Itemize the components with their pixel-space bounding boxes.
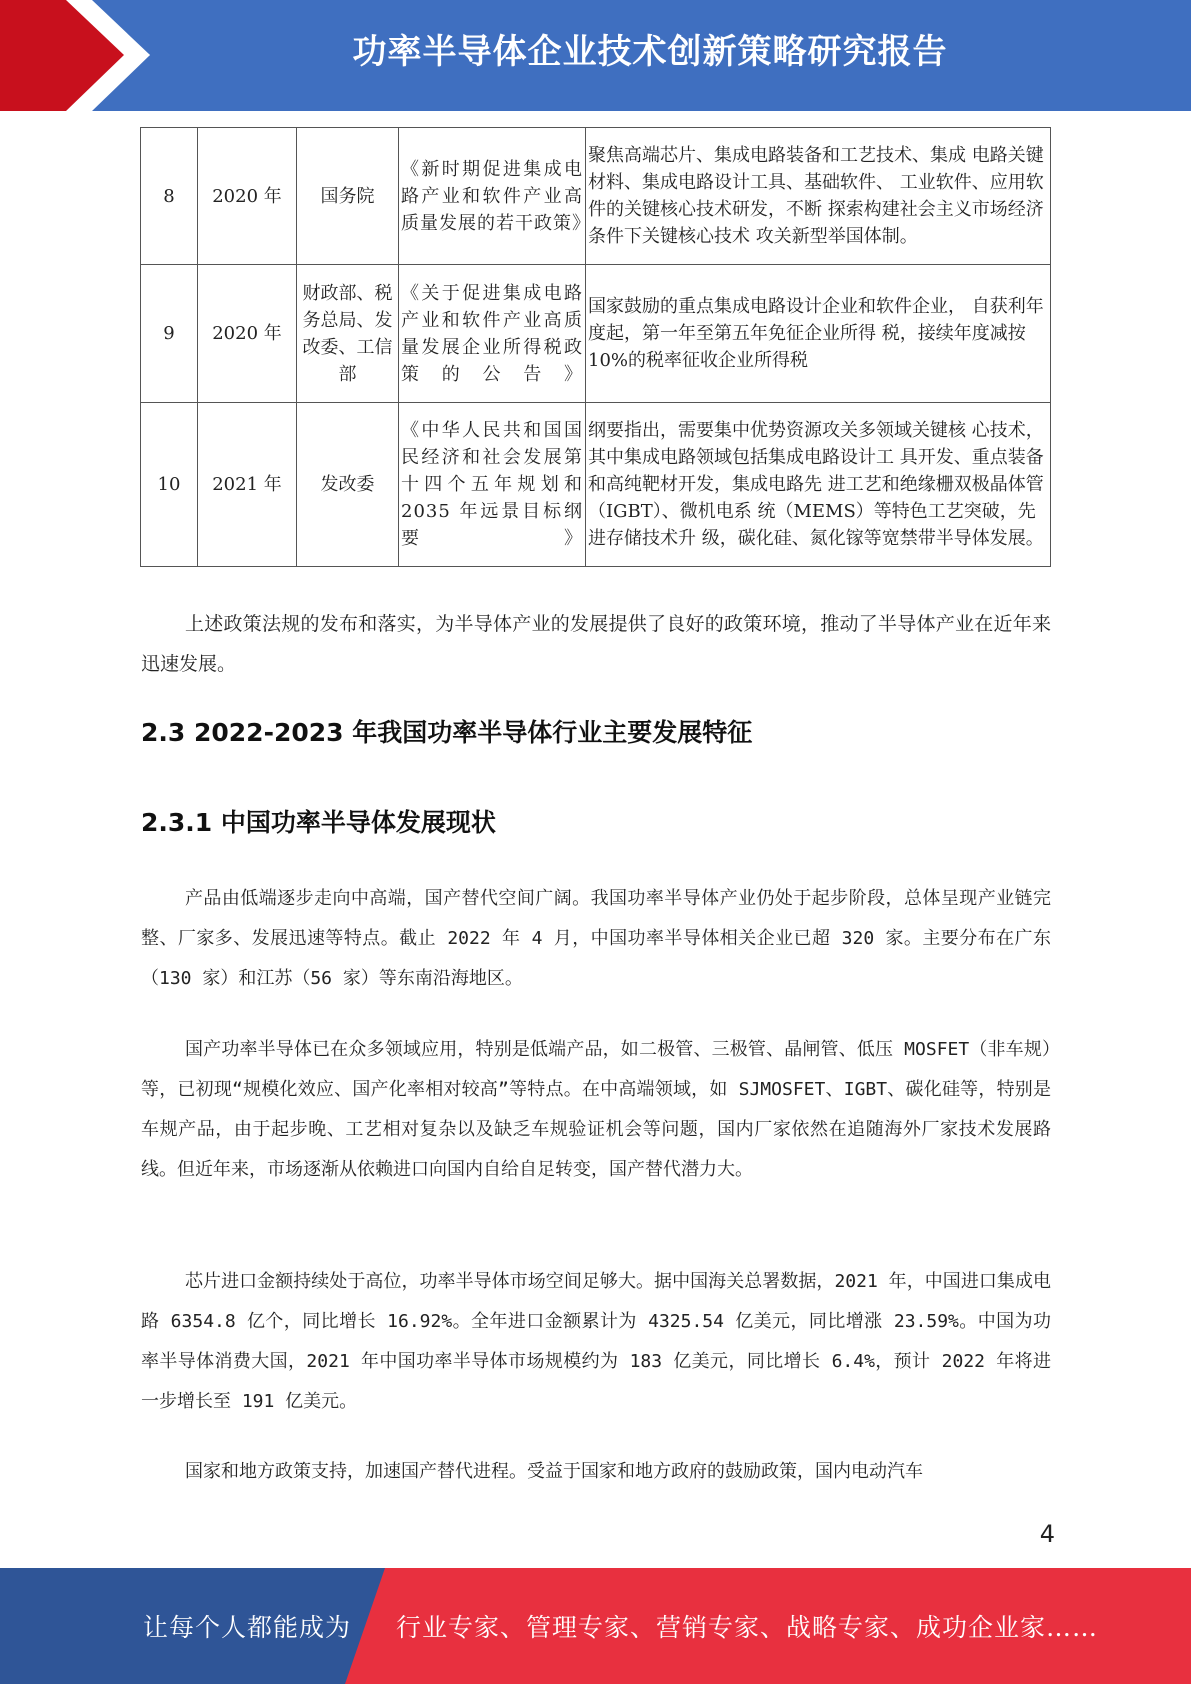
row-number: 10 <box>141 403 198 567</box>
row-policy-name: 《新时期促进集成电路产业和软件产业高质量发展的若干政策》 <box>399 128 586 265</box>
row-department: 发改委 <box>297 403 399 567</box>
section-heading-2-3: 2.3 2022-2023 年我国功率半导体行业主要发展特征 <box>141 718 753 747</box>
footer-slogan-left: 让每个人都能成为 <box>143 1613 352 1642</box>
table-row <box>141 265 1051 403</box>
table-row <box>141 403 1051 567</box>
row-number: 9 <box>141 265 198 403</box>
paragraph: 产品由低端逐步走向中高端，国产替代空间广阔。我国功率半导体产业仍处于起步阶段，总体呈现产业链完整、厂家多、发展迅速等特点。截止 2022 年 4 月，中国功率半导体相关企业已超 320 家。主要分布在广东（130 家）和江苏（56 家）等东南沿海地区。 <box>141 888 1051 989</box>
row-policy-content: 纲要指出，需要集中优势资源攻关多领域关键核 心技术，其中集成电路领域包括集成电路设计工 具开发、重点装备和高纯靶材开发，集成电路先 进工艺和绝缘栅双极晶体管（IGBT）、微机电系 统（MEMS）等特色工艺突破，先进存储技术升 级，碳化硅、氮化镓等宽禁带半导体发展。 <box>586 403 1051 567</box>
row-department: 财政部、税务总局、发改委、工信部 <box>297 265 399 403</box>
paragraph: 国产功率半导体已在众多领域应用，特别是低端产品，如二极管、三极管、晶闸管、低压 MOSFET（非车规）等，已初现“规模化效应、国产化率相对较高”等特点。在中高端领域，如 SJMOSFET、IGBT、碳化硅等，特别是车规产品，由于起步晚、工艺相对复杂以及缺乏车规验证机会等问题，国内厂家依然在追随海外厂家技术发展路线。但近年来，市场逐渐从依赖进口向国内自给自足转变，国产替代潜力大。 <box>141 1039 1051 1180</box>
row-policy-content: 国家鼓励的重点集成电路设计企业和软件企业， 自获利年度起，第一年至第五年免征企业所得 税，接续年度减按 10%的税率征收企业所得税 <box>586 265 1051 403</box>
row-policy-name: 《中华人民共和国国民经济和社会发展第十四个五年规划和 2035 年远景目标纲要》 <box>399 403 586 567</box>
report-title: 功率半导体企业技术创新策略研究报告 <box>352 32 948 72</box>
page-header <box>0 0 1191 111</box>
row-year: 2020 年 <box>198 128 297 265</box>
row-department: 国务院 <box>297 128 399 265</box>
row-number: 8 <box>141 128 198 265</box>
row-year: 2020 年 <box>198 265 297 403</box>
paragraph: 国家和地方政策支持，加速国产替代进程。受益于国家和地方政府的鼓励政策，国内电动汽车 <box>185 1461 923 1482</box>
policy-table <box>140 127 1051 567</box>
page-footer <box>0 1568 1191 1684</box>
intro-paragraph: 上述政策法规的发布和落实，为半导体产业的发展提供了良好的政策环境，推动了半导体产业在近年来迅速发展。 <box>141 613 1051 675</box>
page-number: 4 <box>1039 1520 1055 1548</box>
section-heading-2-3-1: 2.3.1 中国功率半导体发展现状 <box>141 808 496 837</box>
table-row <box>141 128 1051 265</box>
row-year: 2021 年 <box>198 403 297 567</box>
row-policy-content: 聚焦高端芯片、集成电路装备和工艺技术、集成 电路关键材料、集成电路设计工具、基础软件、 工业软件、应用软件的关键核心技术研发，不断 探索构建社会主义市场经济条件下关键核心技术 攻关新型举国体制。 <box>586 128 1051 265</box>
row-policy-name: 《关于促进集成电路产业和软件产业高质量发展企业所得税政策的公告》 <box>399 265 586 403</box>
paragraph: 芯片进口金额持续处于高位，功率半导体市场空间足够大。据中国海关总署数据，2021 年，中国进口集成电路 6354.8 亿个，同比增长 16.92%。全年进口金额累计为 4325.54 亿美元，同比增涨 23.59%。中国为功率半导体消费大国，2021 年中国功率半导体市场规模约为 183 亿美元，同比增长 6.4%，预计 2022 年将进一步增长至 191 亿美元。 <box>141 1271 1051 1412</box>
footer-slogan-right: 行业专家、管理专家、营销专家、战略专家、成功企业家…… <box>396 1613 1099 1642</box>
